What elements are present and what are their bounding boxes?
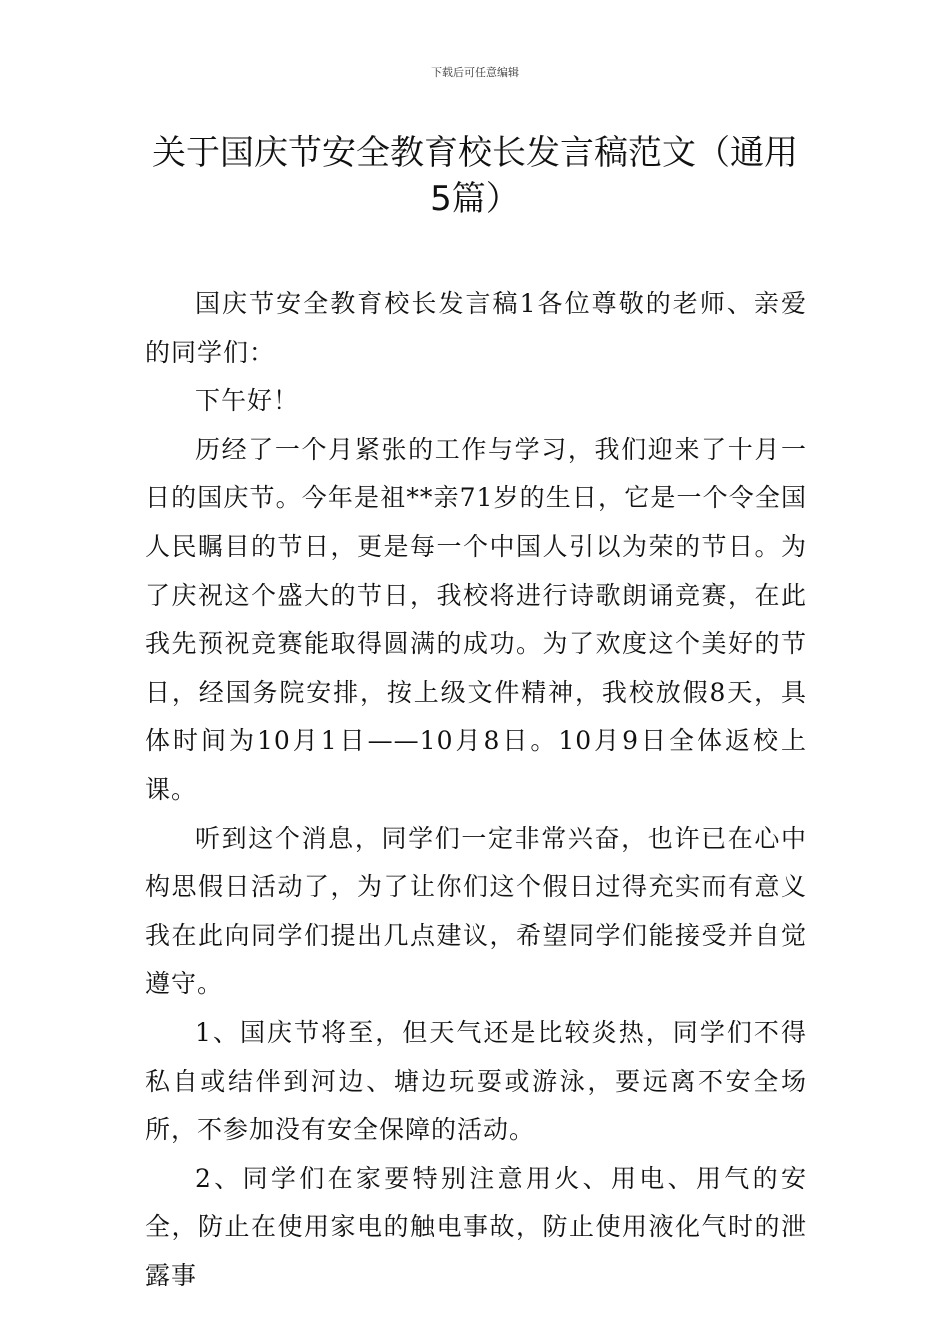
paragraph: 历经了一个月紧张的工作与学习，我们迎来了十月一日的国庆节。今年是祖**亲71岁的生日，它是一个令全国人民瞩目的节日，更是每一个中国人引以为荣的节日。为了庆祝这个盛大的节日，我校将进行诗歌朗诵竞赛，在此我先预祝竞赛能取得圆满的成功。为了欢度这个美好的节日，经国务院安排，按上级文件精神，我校放假8天，具体时间为10月1日——10月8日。10月9日全体返校上课。 bbox=[145, 434, 807, 804]
document-title: 关于国庆节安全教育校长发言稿范文（通用5篇） bbox=[152, 133, 798, 219]
document-body bbox=[145, 280, 807, 1300]
paragraph: 国庆节安全教育校长发言稿1各位尊敬的老师、亲爱的同学们： bbox=[145, 289, 807, 367]
paragraph: 听到这个消息，同学们一定非常兴奋，也许已在心中构思假日活动了，为了让你们这个假日过得充实而有意义我在此向同学们提出几点建议，希望同学们能接受并自觉遵守。 bbox=[145, 823, 807, 999]
paragraph: 下午好！ bbox=[195, 386, 300, 416]
header-note: 下载后可任意编辑 bbox=[431, 66, 519, 79]
paragraph: 2、同学们在家要特别注意用火、用电、用气的安全，防止在使用家电的触电事故，防止使用液化气时的泄露事 bbox=[145, 1163, 807, 1290]
paragraph: 1、国庆节将至，但天气还是比较炎热，同学们不得私自或结伴到河边、塘边玩耍或游泳，要远离不安全场所，不参加没有安全保障的活动。 bbox=[145, 1017, 807, 1145]
